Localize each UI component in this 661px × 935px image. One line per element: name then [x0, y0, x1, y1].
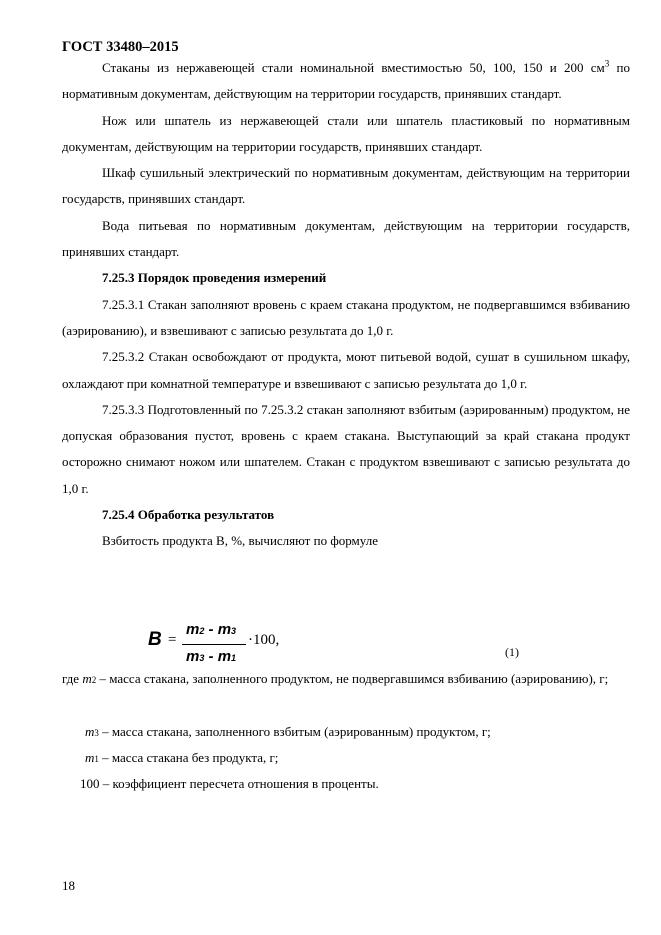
glasses-text-b: по нормативным документам, действующим на территории государств, принявших стандарт.	[62, 60, 630, 102]
equipment-water: Вода питьевая по нормативным документам, действующим на территории государств, принявших стандарт.	[62, 217, 630, 260]
m2-symbol: m	[82, 671, 92, 686]
clause-72533: 7.25.3.3 Подготовленный по 7.25.3.2 стакан заполняют взбитым (аэрированным) продуктом, не допуская образования пустот, вровень с краем стакана. Выступающий за край стакана продукт осторожно снимают ножом или шпателем. Стакан с продуктом взвешивают с записью результата до 1,0 г.	[62, 401, 630, 496]
definition-m1: m1 – масса стакана без продукта, г;	[85, 750, 279, 765]
equipment-knife: Нож или шпатель из нержавеющей стали или шпатель пластиковый по нормативным документам, действующим на территории государств, принявших стандарт.	[62, 112, 630, 154]
formula-denominator: m3 - m1	[186, 648, 237, 665]
formula-fraction-bar	[182, 644, 246, 645]
clause-72531: 7.25.3.1 Стакан заполняют вровень с краем стакана продуктом, не подвергавшимся взбиванию (аэрированию), и взвешивают с записью результата до 1,0 г.	[62, 296, 630, 338]
formula-multiplier: ·100,	[248, 632, 280, 648]
formula-intro: Взбитость продукта В, %, вычисляют по формуле	[102, 533, 378, 549]
equipment-glasses	[62, 55, 630, 108]
formula-equals: =	[168, 632, 177, 648]
section-7254-heading: 7.25.4 Обработка результатов	[102, 507, 275, 523]
formula-number: (1)	[505, 645, 519, 659]
formula-numerator: m2 - m3	[186, 621, 237, 638]
m1-symbol: m	[85, 750, 95, 765]
clause-72532: 7.25.3.2 Стакан освобождают от продукта, моют питьевой водой, сушат в сушильном шкафу, охлаждают при комнатной температуре и взвешивают с записью результата до 1,0 г.	[62, 349, 630, 391]
cm3-superscript: 3	[604, 58, 610, 69]
equipment-list	[62, 55, 630, 555]
section-7253-heading: 7.25.3 Порядок проведения измерений	[102, 270, 327, 286]
document-header: ГОСТ 33480–2015	[62, 39, 179, 55]
m3-symbol: m	[85, 724, 95, 739]
page-number: 18	[62, 878, 75, 893]
definition-m2: где m2 – масса стакана, заполненного продуктом, не подвергавшимся взбиванию (аэрированию), г;	[62, 671, 609, 686]
formula-lhs: B	[148, 629, 162, 650]
definition-m3: m3 – масса стакана, заполненного взбитым (аэрированным) продуктом, г;	[85, 724, 491, 739]
equipment-oven: Шкаф сушильный электрический по нормативным документам, действующим на территории государств, принявших стандарт.	[62, 165, 630, 207]
glasses-text-a: Стаканы из нержавеющей стали номинальной вместимостью 50, 100, 150 и 200 см	[102, 60, 605, 75]
definition-100: 100 – коэффициент пересчета отношения в проценты.	[80, 776, 379, 791]
